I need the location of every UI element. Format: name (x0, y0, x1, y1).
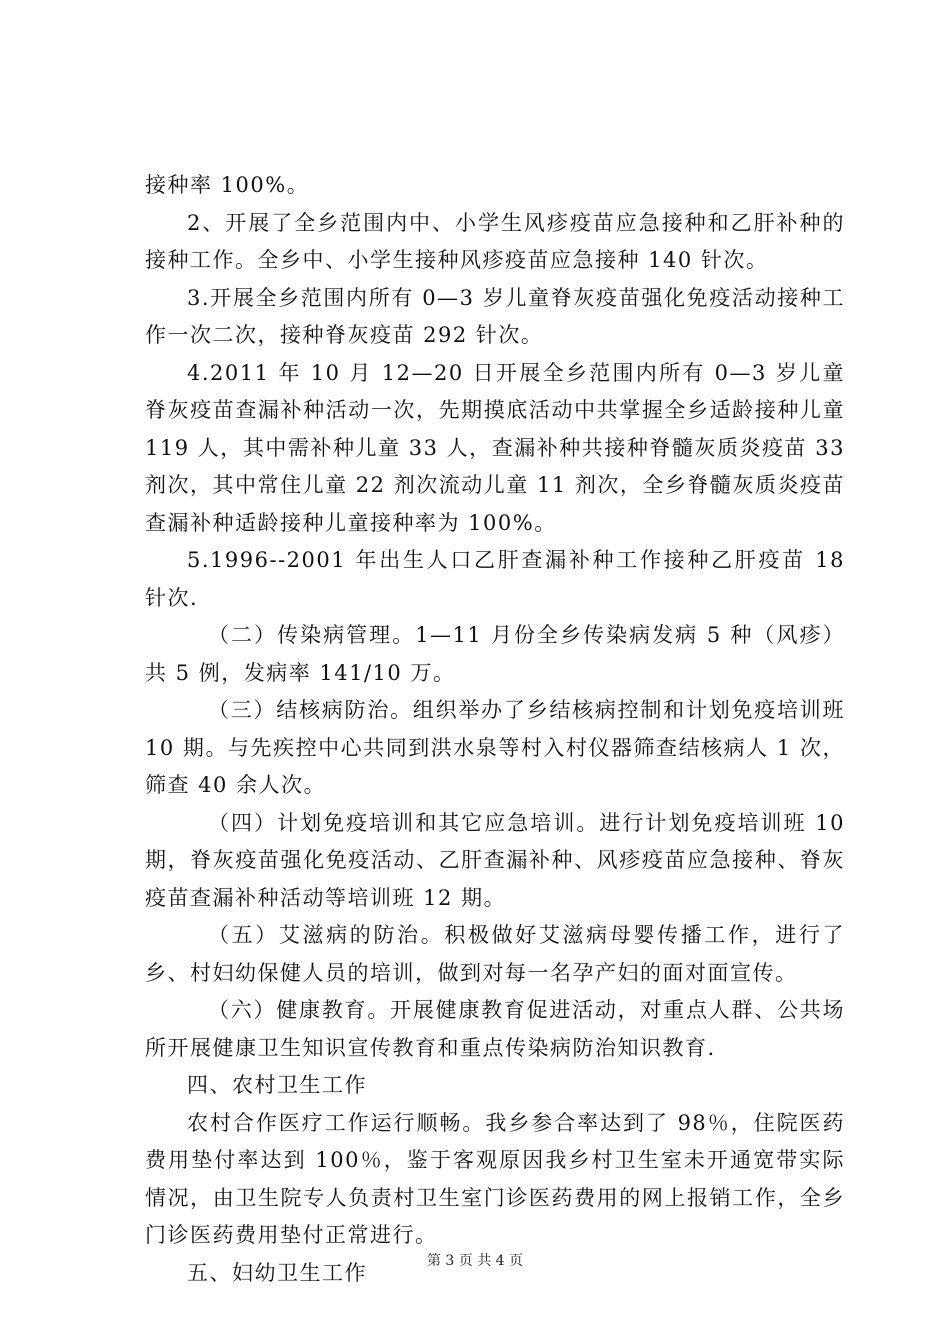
heading-rural-health: 四、农村卫生工作 (187, 1073, 367, 1097)
document-body (145, 167, 845, 1292)
section-infectious-disease: （二）传染病管理。1—11 月份全乡传染病发病 5 种（风疹）共 5 例，发病率 141/10 万。 (145, 623, 845, 685)
page-footer: 第 3 页 共 4 页 (426, 1253, 524, 1269)
section-aids-prevention: （五）艾滋病的防治。积极做好艾滋病母婴传播工作，进行了乡、村妇幼保健人员的培训，做到对每一名孕产妇的面对面宣传。 (145, 923, 845, 985)
section-health-education: （六）健康教育。开展健康教育促进活动，对重点人群、公共场所开展健康卫生知识宣传教育和重点传染病防治知识教育. (145, 998, 845, 1060)
section-tuberculosis: （三）结核病防治。组织举办了乡结核病控制和计划免疫培训班 10 期。与先疾控中心共同到洪水泉等村入村仪器筛查结核病人 1 次，筛查 40 余人次。 (145, 698, 845, 797)
paragraph-rural-medical: 农村合作医疗工作运行顺畅。我乡参合率达到了 98％，住院医药费用垫付率达到 100％，鉴于客观原因我乡村卫生室未开通宽带实际情况，由卫生院专人负责村卫生室门诊医药费用的网上报销工作，全乡门诊医药费用垫付正常进行。 (145, 1110, 845, 1247)
paragraph-item-2: 2、开展了全乡范围内中、小学生风疹疫苗应急接种和乙肝补种的接种工作。全乡中、小学生接种风疹疫苗应急接种 140 针次。 (145, 210, 845, 272)
paragraph-continuation: 接种率 100%。 (145, 173, 310, 197)
paragraph-item-5: 5.1996--2001 年出生人口乙肝查漏补种工作接种乙肝疫苗 18 针次. (145, 548, 845, 610)
section-immunization-training: （四）计划免疫培训和其它应急培训。进行计划免疫培训班 10 期，脊灰疫苗强化免疫活动、乙肝查漏补种、风疹疫苗应急接种、脊灰疫苗查漏补种活动等培训班 12 期。 (145, 810, 845, 910)
paragraph-item-4: 4.2011 年 10 月 12—20 日开展全乡范围内所有 0—3 岁儿童脊灰疫苗查漏补种活动一次，先期摸底活动中共掌握全乡适龄接种儿童 119 人，其中需补种儿童 33 人，查漏补种共接种脊髓灰质炎疫苗 33 剂次，其中常住儿童 22 剂次流动儿童 11 剂次，全乡脊髓灰质炎疫苗查漏补种适龄接种儿童接种率为 100%。 (145, 360, 845, 535)
heading-maternal-child-health: 五、妇幼卫生工作 (187, 1260, 367, 1285)
paragraph-item-3: 3.开展全乡范围内所有 0—3 岁儿童脊灰疫苗强化免疫活动接种工作一次二次，接种脊灰疫苗 292 针次。 (145, 285, 845, 347)
